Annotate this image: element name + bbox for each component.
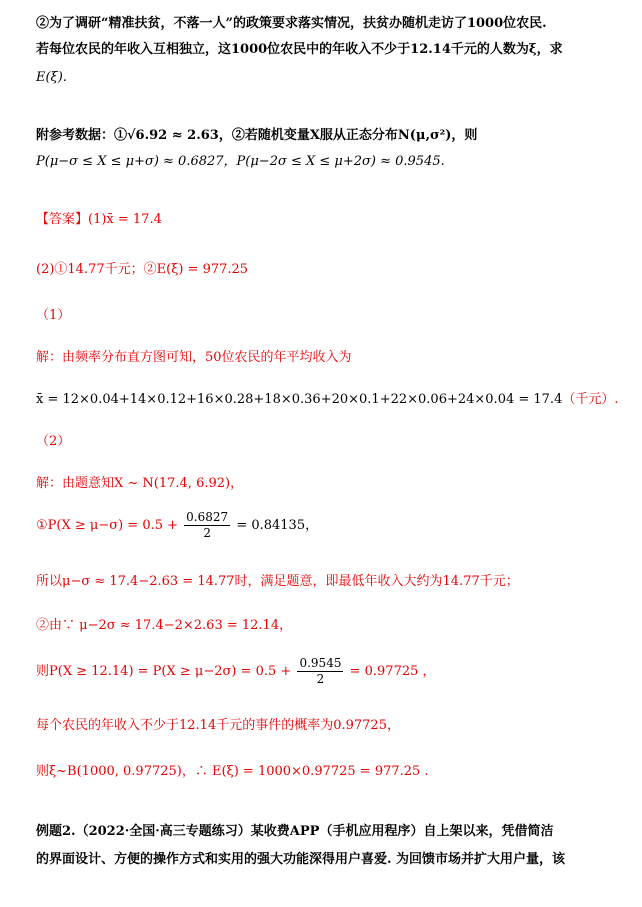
- solution-part2-text: 解：由题意知X ~ N(17.4, 6.92)，: [36, 476, 244, 491]
- reference-data-line1: 附参考数据：①√6.92 ≈ 2.63，②若随机变量X服从正态分布N(μ,σ²)，则: [36, 128, 478, 143]
- probability-1-lhs: ①P(X ≥ μ−σ) = 0.5 +: [36, 518, 179, 533]
- fraction-2: [297, 656, 343, 687]
- probability-1-rhs: = 0.84135，: [236, 518, 319, 533]
- because-line: ②由∵ μ−2σ ≈ 17.4−2×2.63 = 12.14，: [36, 618, 293, 633]
- answer-line1: 【答案】(1)x̄ = 17.4: [36, 212, 162, 227]
- solution-part2-label: （2）: [36, 434, 71, 449]
- probability-line-1: [36, 510, 318, 541]
- reference-data-line2: P(μ−σ ≤ X ≤ μ+σ) ≈ 0.6827，P(μ−2σ ≤ X ≤ μ+2σ) ≈ 0.9545.: [36, 154, 445, 169]
- problem-part2-line1: ②为了调研“精准扶贫，不落一人”的政策要求落实情况，扶贫办随机走访了1000位农民.: [36, 16, 547, 31]
- mean-formula: x̄ = 12×0.04+14×0.12+16×0.28+18×0.36+20×0.1+22×0.06+24×0.04 = 17.4: [36, 392, 563, 407]
- event-probability-line: 每个农民的年收入不少于12.14千元的事件的概率为0.97725，: [36, 718, 400, 733]
- probability-2-rhs: = 0.97725 ，: [349, 664, 436, 679]
- conclusion-line: 所以μ−σ ≈ 17.4−2.63 = 14.77时，满足题意，即最低年收入大约为14.77千元；: [36, 574, 519, 589]
- fraction-1: [184, 510, 230, 541]
- expectation-line: 则ξ~B(1000, 0.97725)，∴ E(ξ) = 1000×0.97725 = 977.25 .: [36, 764, 429, 779]
- fraction-1-denominator: 2: [203, 526, 211, 540]
- example2-line2: 的界面设计、方便的操作方式和实用的强大功能深得用户喜爱. 为回馈市场并扩大用户量，该: [36, 852, 566, 867]
- fraction-1-numerator: 0.6827: [186, 510, 229, 524]
- fraction-2-denominator: 2: [316, 672, 325, 686]
- problem-part2-line2: 若每位农民的年收入互相独立，这1000位农民中的年收入不少于12.14千元的人数为ξ，求: [36, 42, 563, 57]
- fraction-2-numerator: 0.9545: [299, 656, 342, 670]
- mean-calculation-line: [36, 390, 619, 410]
- mean-unit: （千元）.: [562, 392, 619, 407]
- solution-part1-label: （1）: [36, 308, 71, 323]
- example2-line1: 例题2.（2022·全国·高三专题练习）某收费APP（手机应用程序）自上架以来，凭借简洁: [36, 824, 554, 839]
- probability-line-2: [36, 656, 436, 687]
- probability-2-lhs: 则P(X ≥ 12.14) = P(X ≥ μ−2σ) = 0.5 +: [36, 664, 292, 679]
- problem-part2-line3: E(ξ).: [36, 70, 67, 85]
- answer-line2: (2)①14.77千元；②E(ξ) = 977.25: [36, 262, 249, 277]
- solution-part1-text: 解：由频率分布直方图可知，50位农民的年平均收入为: [36, 350, 352, 365]
